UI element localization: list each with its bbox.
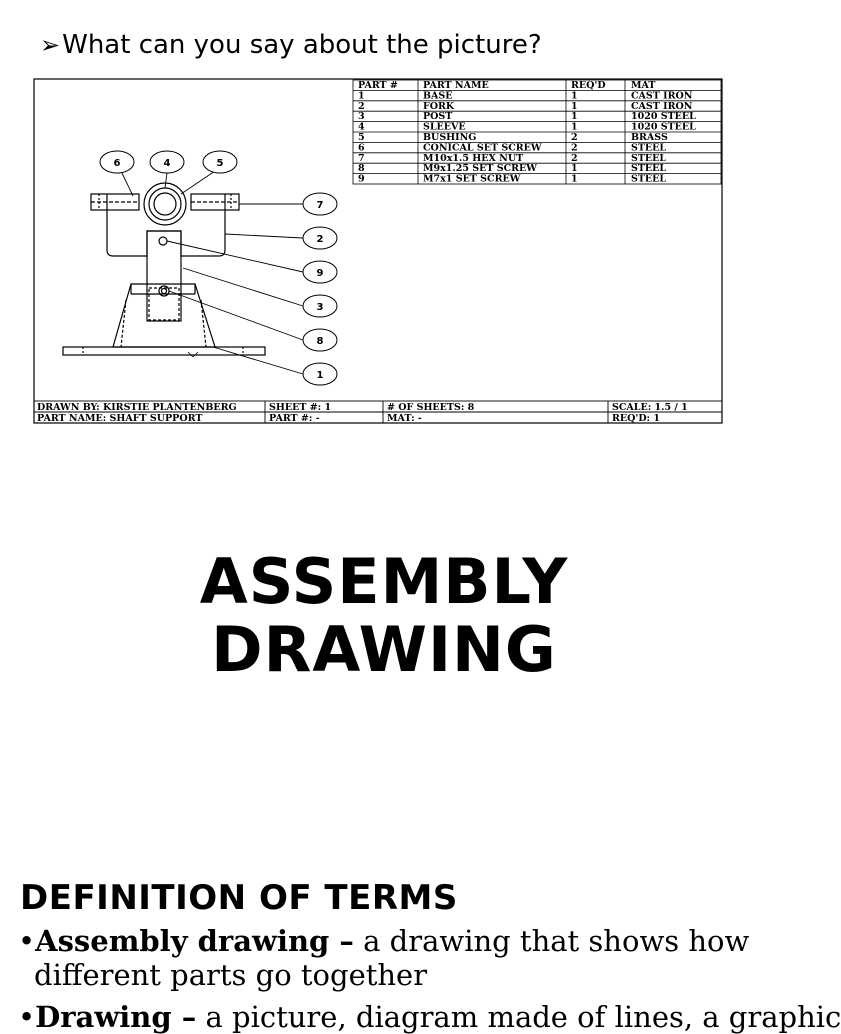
- part-name: PART NAME: SHAFT SUPPORT: [37, 413, 203, 424]
- title-block-text: [37, 402, 688, 424]
- part-number: PART #: -: [269, 413, 320, 424]
- sheet-number: SHEET #: 1: [269, 402, 332, 413]
- table-cell: STEEL: [631, 163, 667, 175]
- definition-item: [18, 924, 758, 992]
- definition-continuation: different parts go together: [34, 958, 428, 992]
- table-cell: POST: [423, 111, 453, 123]
- table-cell: 2: [571, 132, 578, 143]
- table-cell: FORK: [423, 100, 455, 112]
- scale: SCALE: 1.5 / 1: [612, 402, 688, 413]
- table-cell: M7x1 SET SCREW: [423, 173, 521, 185]
- bullet-icon: •: [18, 1000, 36, 1034]
- table-cell: 6: [358, 142, 365, 154]
- table-cell: CAST IRON: [631, 90, 693, 102]
- table-cell: CAST IRON: [631, 100, 693, 112]
- table-cell: 1: [358, 90, 365, 102]
- table-cell: 1: [571, 173, 578, 185]
- table-cell: STEEL: [631, 173, 667, 185]
- definition-text: a picture, diagram made of lines, a graphic: [196, 1000, 841, 1034]
- table-cell: 4: [358, 121, 365, 133]
- balloon-label: 6: [113, 158, 121, 169]
- item-balloons: [100, 151, 337, 385]
- material: MAT: -: [387, 413, 422, 424]
- table-cell: 9: [358, 173, 365, 185]
- table-cell: 2: [358, 100, 365, 112]
- table-cell: 8: [358, 163, 365, 175]
- drawn-by: DRAWN BY: KIRSTIE PLANTENBERG: [37, 402, 237, 413]
- question-text: What can you say about the picture?: [62, 30, 542, 60]
- required-qty: REQ'D: 1: [612, 413, 660, 424]
- table-cell: 7: [358, 152, 365, 164]
- table-cell: 2: [571, 142, 578, 154]
- table-cell: BASE: [423, 90, 453, 102]
- balloon-label: 9: [316, 268, 324, 279]
- technical-drawing: [33, 78, 723, 424]
- table-cell: 3: [358, 111, 365, 123]
- balloon-label: 3: [316, 302, 324, 313]
- balloon-label: 7: [316, 200, 324, 211]
- definition-term: Assembly drawing –: [35, 924, 354, 958]
- table-header: PART #: [358, 80, 398, 91]
- bullet-icon: •: [18, 924, 36, 958]
- sheet-count: # OF SHEETS: 8: [387, 402, 475, 413]
- definition-text: a drawing that shows how: [353, 924, 750, 958]
- table-cell: STEEL: [631, 152, 667, 164]
- title-line-2: DRAWING: [211, 613, 557, 686]
- arrow-bullet-icon: ➢: [40, 31, 61, 59]
- table-cell: 2: [571, 152, 578, 164]
- table-cell: 1: [571, 163, 578, 175]
- table-cell: 1020 STEEL: [631, 111, 696, 123]
- table-cell: CONICAL SET SCREW: [423, 142, 542, 154]
- balloon-label: 5: [216, 158, 224, 169]
- table-cell: STEEL: [631, 142, 667, 154]
- table-header: REQ'D: [571, 80, 606, 91]
- balloon-label: 2: [316, 234, 324, 245]
- table-cell: SLEEVE: [423, 121, 466, 133]
- table-cell: M9x1.25 SET SCREW: [423, 163, 537, 175]
- balloon-label: 4: [163, 158, 171, 169]
- table-header: PART NAME: [423, 80, 489, 91]
- balloon-label: 8: [316, 336, 324, 347]
- shaft-support-assembly: [63, 183, 265, 357]
- table-cell: 5: [358, 132, 365, 143]
- table-cell: BRASS: [631, 132, 668, 143]
- assembly-drawing-figure: [33, 78, 723, 424]
- table-cell: 1: [571, 111, 578, 123]
- table-cell: BUSHING: [423, 132, 477, 143]
- definition-term: Drawing –: [35, 1000, 197, 1034]
- definition-item: [18, 1000, 841, 1034]
- question-line: [40, 30, 542, 60]
- definitions-heading: DEFINITION OF TERMS: [20, 878, 458, 918]
- title-line-1: ASSEMBLY: [199, 545, 569, 618]
- table-cell: 1: [571, 100, 578, 112]
- table-header: MAT: [631, 80, 656, 91]
- table-cell: 1020 STEEL: [631, 121, 696, 133]
- balloon-label: 1: [316, 370, 324, 381]
- table-cell: 1: [571, 90, 578, 102]
- table-cell: 1: [571, 121, 578, 133]
- table-cell: M10x1.5 HEX NUT: [423, 152, 524, 164]
- slide-title: [0, 545, 768, 686]
